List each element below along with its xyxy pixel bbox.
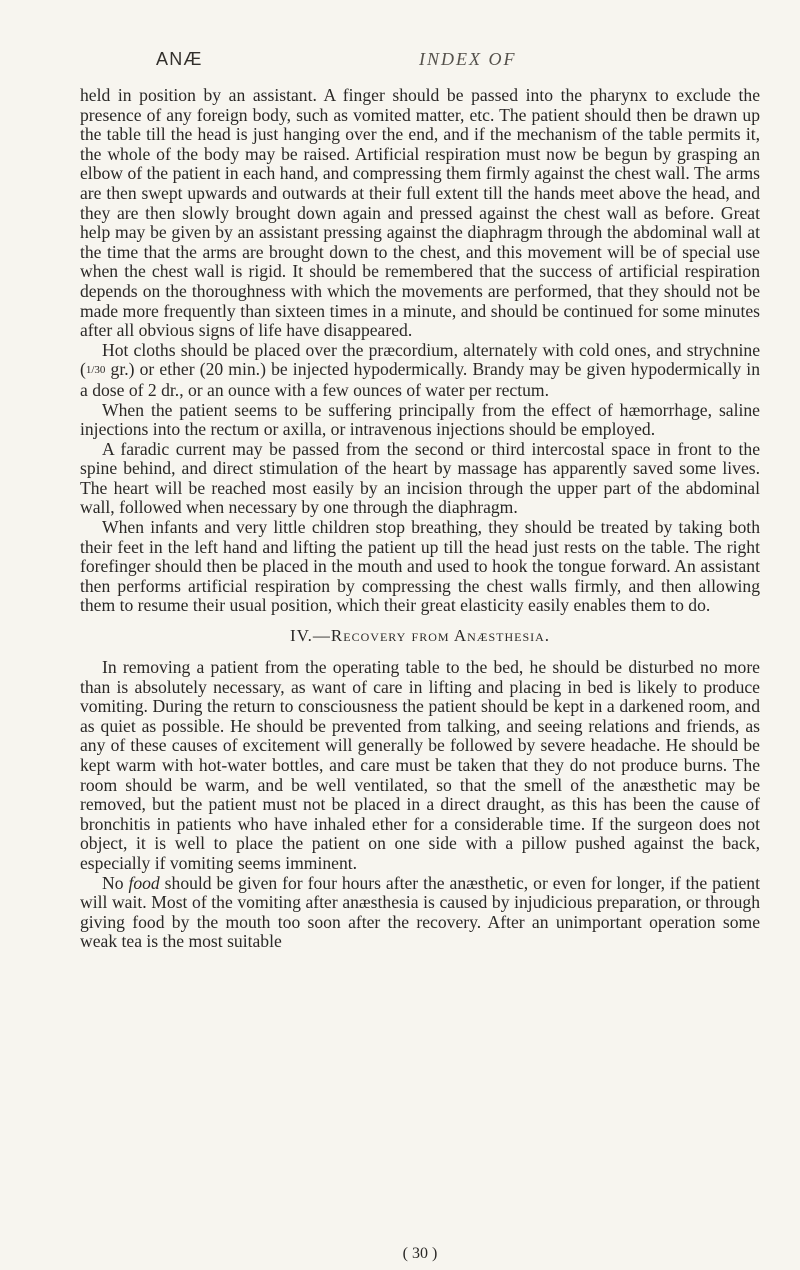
paragraph: When infants and very little children stop breathing, they should be treated by taking both their feet in the left hand and lifting the patient up till the head just rests on the table. The right forefinger should then be placed in the mouth and used to hook the tongue forward. An assistant then performs artificial respiration by compressing the chest walls firmly, and then allowing them to resume their usual position, which their great elasticity easily enables them to do. bbox=[80, 517, 760, 616]
paragraph: When the patient seems to be suffering principally from the effect of hæmorrhage, saline injections into the rectum or axilla, or intravenous injections should be employed. bbox=[80, 399, 760, 440]
paragraph-lead: No bbox=[102, 872, 129, 893]
page-number: ( 30 ) bbox=[402, 1245, 438, 1262]
paragraph: In removing a patient from the operating table to the bed, he should be disturbed no more than is absolutely necessary, as want of care in lifting and placing in bed is likely to produce vomiting. During the return to consciousness the patient should be kept in a darkened room, and as quiet as possible. He should be prevented from talking, and seeing relations and friends, as any of these causes of excitement will generally be followed by severe headache. He should be kept warm with hot-water bottles, and care must be taken that they do not produce burns. The room should be warm, and be well ventilated, so that the smell of the anæsthetic may be removed, but the patient must not be placed in a direct draught, as this has been the cause of bronchitis in patients who have inhaled ether for a considerable time. If the surgeon does not object, it is well to place the patient on one side with a pillow pushed against the back, especially if vomiting seems imminent. bbox=[80, 657, 760, 873]
section-marker: ANÆ bbox=[156, 49, 203, 69]
dose-fraction: 1/30 bbox=[85, 364, 106, 377]
paragraph bbox=[80, 341, 760, 401]
paragraph: A faradic current may be passed from the second or third intercostal space in front to the spine behind, and direct stimulation of the heart by massage has apparently saved some lives. The heart will be reached most easily by an incision through the upper part of the abdominal wall, followed when necessary by one through the diaphragm. bbox=[80, 438, 760, 518]
paragraph-lead: Hot cloths should be placed over the præcordium, alternately with cold ones, and strychnine ( bbox=[80, 339, 760, 380]
page-header bbox=[80, 0, 760, 86]
body-text bbox=[80, 86, 760, 952]
section-heading: IV.—Recovery from Anæsthesia. bbox=[289, 626, 551, 646]
paragraph-rest: gr.) or ether (20 min.) be injected hypodermically. Brandy may be given hypodermically in a dose of 2 dr., or an ounce with a few ounces of water per rectum. bbox=[80, 359, 760, 400]
emphasis-food: food bbox=[128, 872, 160, 893]
paragraph-rest: should be given for four hours after the anæsthetic, or even for longer, if the patient will wait. Most of the vomiting after anæsthesia is caused by injudicious preparation, or through giving food by the mouth too soon after the recovery. After an unimportant operation some weak tea is the most suitable bbox=[80, 872, 760, 952]
paragraph bbox=[80, 874, 760, 952]
paragraph: held in position by an assistant. A finger should be passed into the pharynx to exclude the presence of any foreign body, such as vomited matter, etc. The patient should then be drawn up the table till the head is just hanging over the end, and if the mechanism of the table permits it, the whole of the body may be raised. Artificial respiration must now be begun by grasping an elbow of the patient in each hand, and compressing them firmly against the chest wall. The arms are then swept upwards and outwards at their full extent till the hands meet above the head, and they are then slowly brought down again and pressed against the chest wall as before. Great help may be given by an assistant pressing against the diaphragm through the abdominal wall at the time that the arms are brought down to the chest, and this movement will be of special use when the chest wall is rigid. It should be remembered that the success of artificial respiration depends on the thoroughness with which the movements are performed, that they should not be made more frequently than sixteen times in a minute, and should be continued for some minutes after all obvious signs of life have disappeared. bbox=[80, 85, 760, 341]
running-title: INDEX OF bbox=[419, 49, 517, 69]
